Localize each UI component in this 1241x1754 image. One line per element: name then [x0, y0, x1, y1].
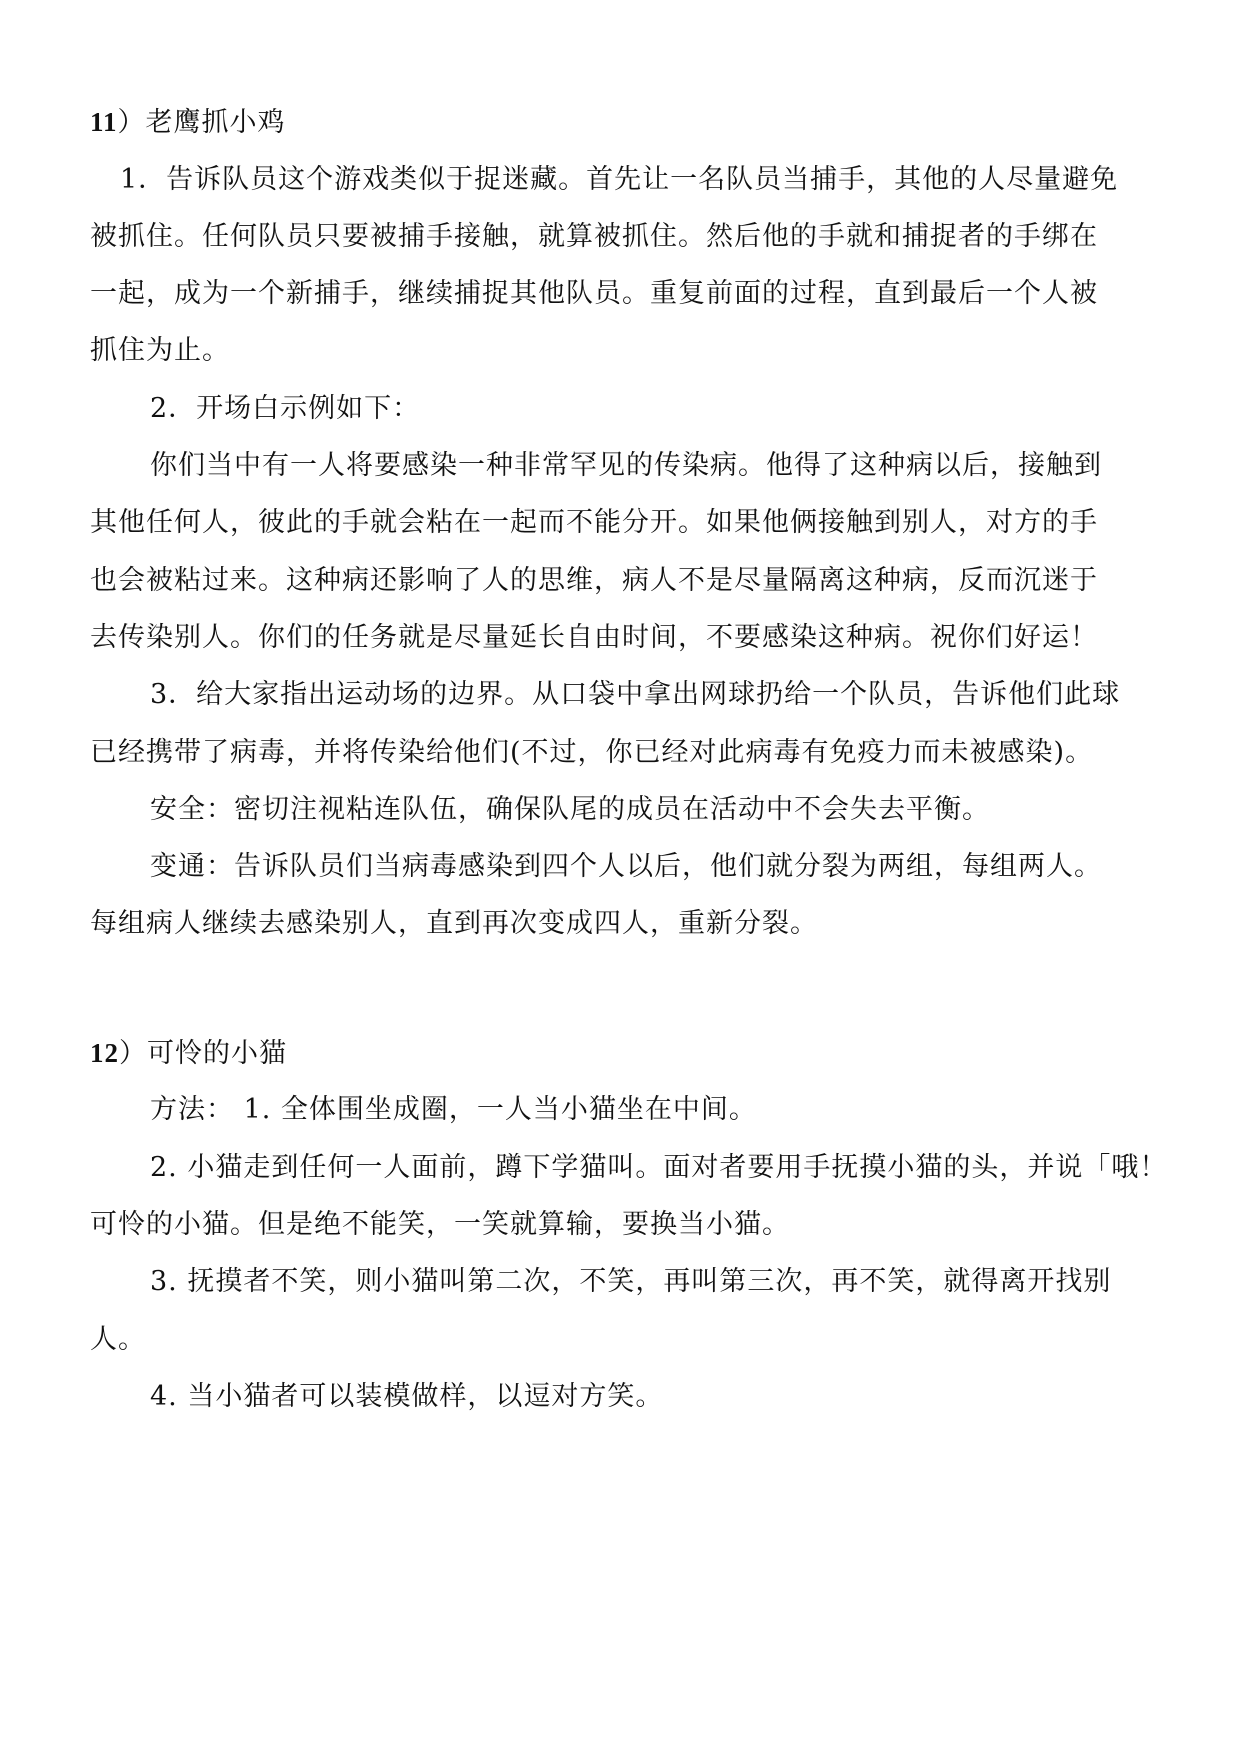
paragraph-line: 其他任何人，彼此的手就会粘在一起而不能分开。如果他俩接触到别人，对方的手 — [90, 507, 1098, 538]
safety-note: 安全：密切注视粘连队伍，确保队尾的成员在活动中不会失去平衡。 — [150, 794, 990, 825]
paragraph-line: 已经携带了病毒，并将传染给他们(不过，你已经对此病毒有免疫力而未被感染)。 — [90, 737, 1094, 768]
paragraph-line: 也会被粘过来。这种病还影响了人的思维，病人不是尽量隔离这种病，反而沉迷于 — [90, 565, 1098, 596]
paragraph-line: 被抓住。任何队员只要被捕手接触，就算被抓住。然后他的手就和捕捉者的手绑在 — [90, 221, 1098, 252]
paragraph-line: 1．告诉队员这个游戏类似于捉迷藏。首先让一名队员当捕手，其他的人尽量避免 — [120, 164, 1119, 195]
paragraph-line: 可怜的小猫。但是绝不能笑，一笑就算输，要换当小猫。 — [90, 1209, 790, 1240]
paragraph-line: 2．开场白示例如下： — [150, 393, 421, 424]
paragraph-line: 抓住为止。 — [90, 335, 230, 366]
section-12-heading — [90, 1033, 1150, 1074]
paragraph-line: 去传染别人。你们的任务就是尽量延长自由时间，不要感染这种病。祝你们好运！ — [90, 622, 1098, 653]
method-line: 方法： 1. 全体围坐成圈，一人当小猫坐在中间。 — [150, 1094, 757, 1125]
section-11-title: ）老鹰抓小鸡 — [117, 107, 286, 138]
paragraph-line: 人。 — [90, 1324, 146, 1355]
paragraph-line: 3．给大家指出运动场的边界。从口袋中拿出网球扔给一个队员，告诉他们此球 — [150, 679, 1121, 710]
paragraph-line: 3. 抚摸者不笑，则小猫叫第二次，不笑，再叫第三次，再不笑，就得离开找别 — [150, 1266, 1112, 1297]
paragraph-line: 一起，成为一个新捕手，继续捕捉其他队员。重复前面的过程，直到最后一个人被 — [90, 278, 1098, 309]
section-11-number: 11 — [90, 107, 118, 137]
paragraph-line: 每组病人继续去感染别人，直到再次变成四人，重新分裂。 — [90, 908, 818, 939]
variation-note: 变通：告诉队员们当病毒感染到四个人以后，他们就分裂为两组，每组两人。 — [150, 851, 1102, 882]
section-11-heading — [90, 102, 1150, 143]
paragraph-line: 你们当中有一人将要感染一种非常罕见的传染病。他得了这种病以后，接触到 — [150, 450, 1102, 481]
section-12-title: ）可怜的小猫 — [119, 1038, 287, 1069]
section-12-number: 12 — [90, 1038, 119, 1068]
paragraph-line: 4. 当小猫者可以装模做样，以逗对方笑。 — [150, 1381, 664, 1412]
paragraph-line: 2. 小猫走到任何一人面前，蹲下学猫叫。面对者要用手抚摸小猫的头，并说「哦！ — [150, 1152, 1168, 1183]
